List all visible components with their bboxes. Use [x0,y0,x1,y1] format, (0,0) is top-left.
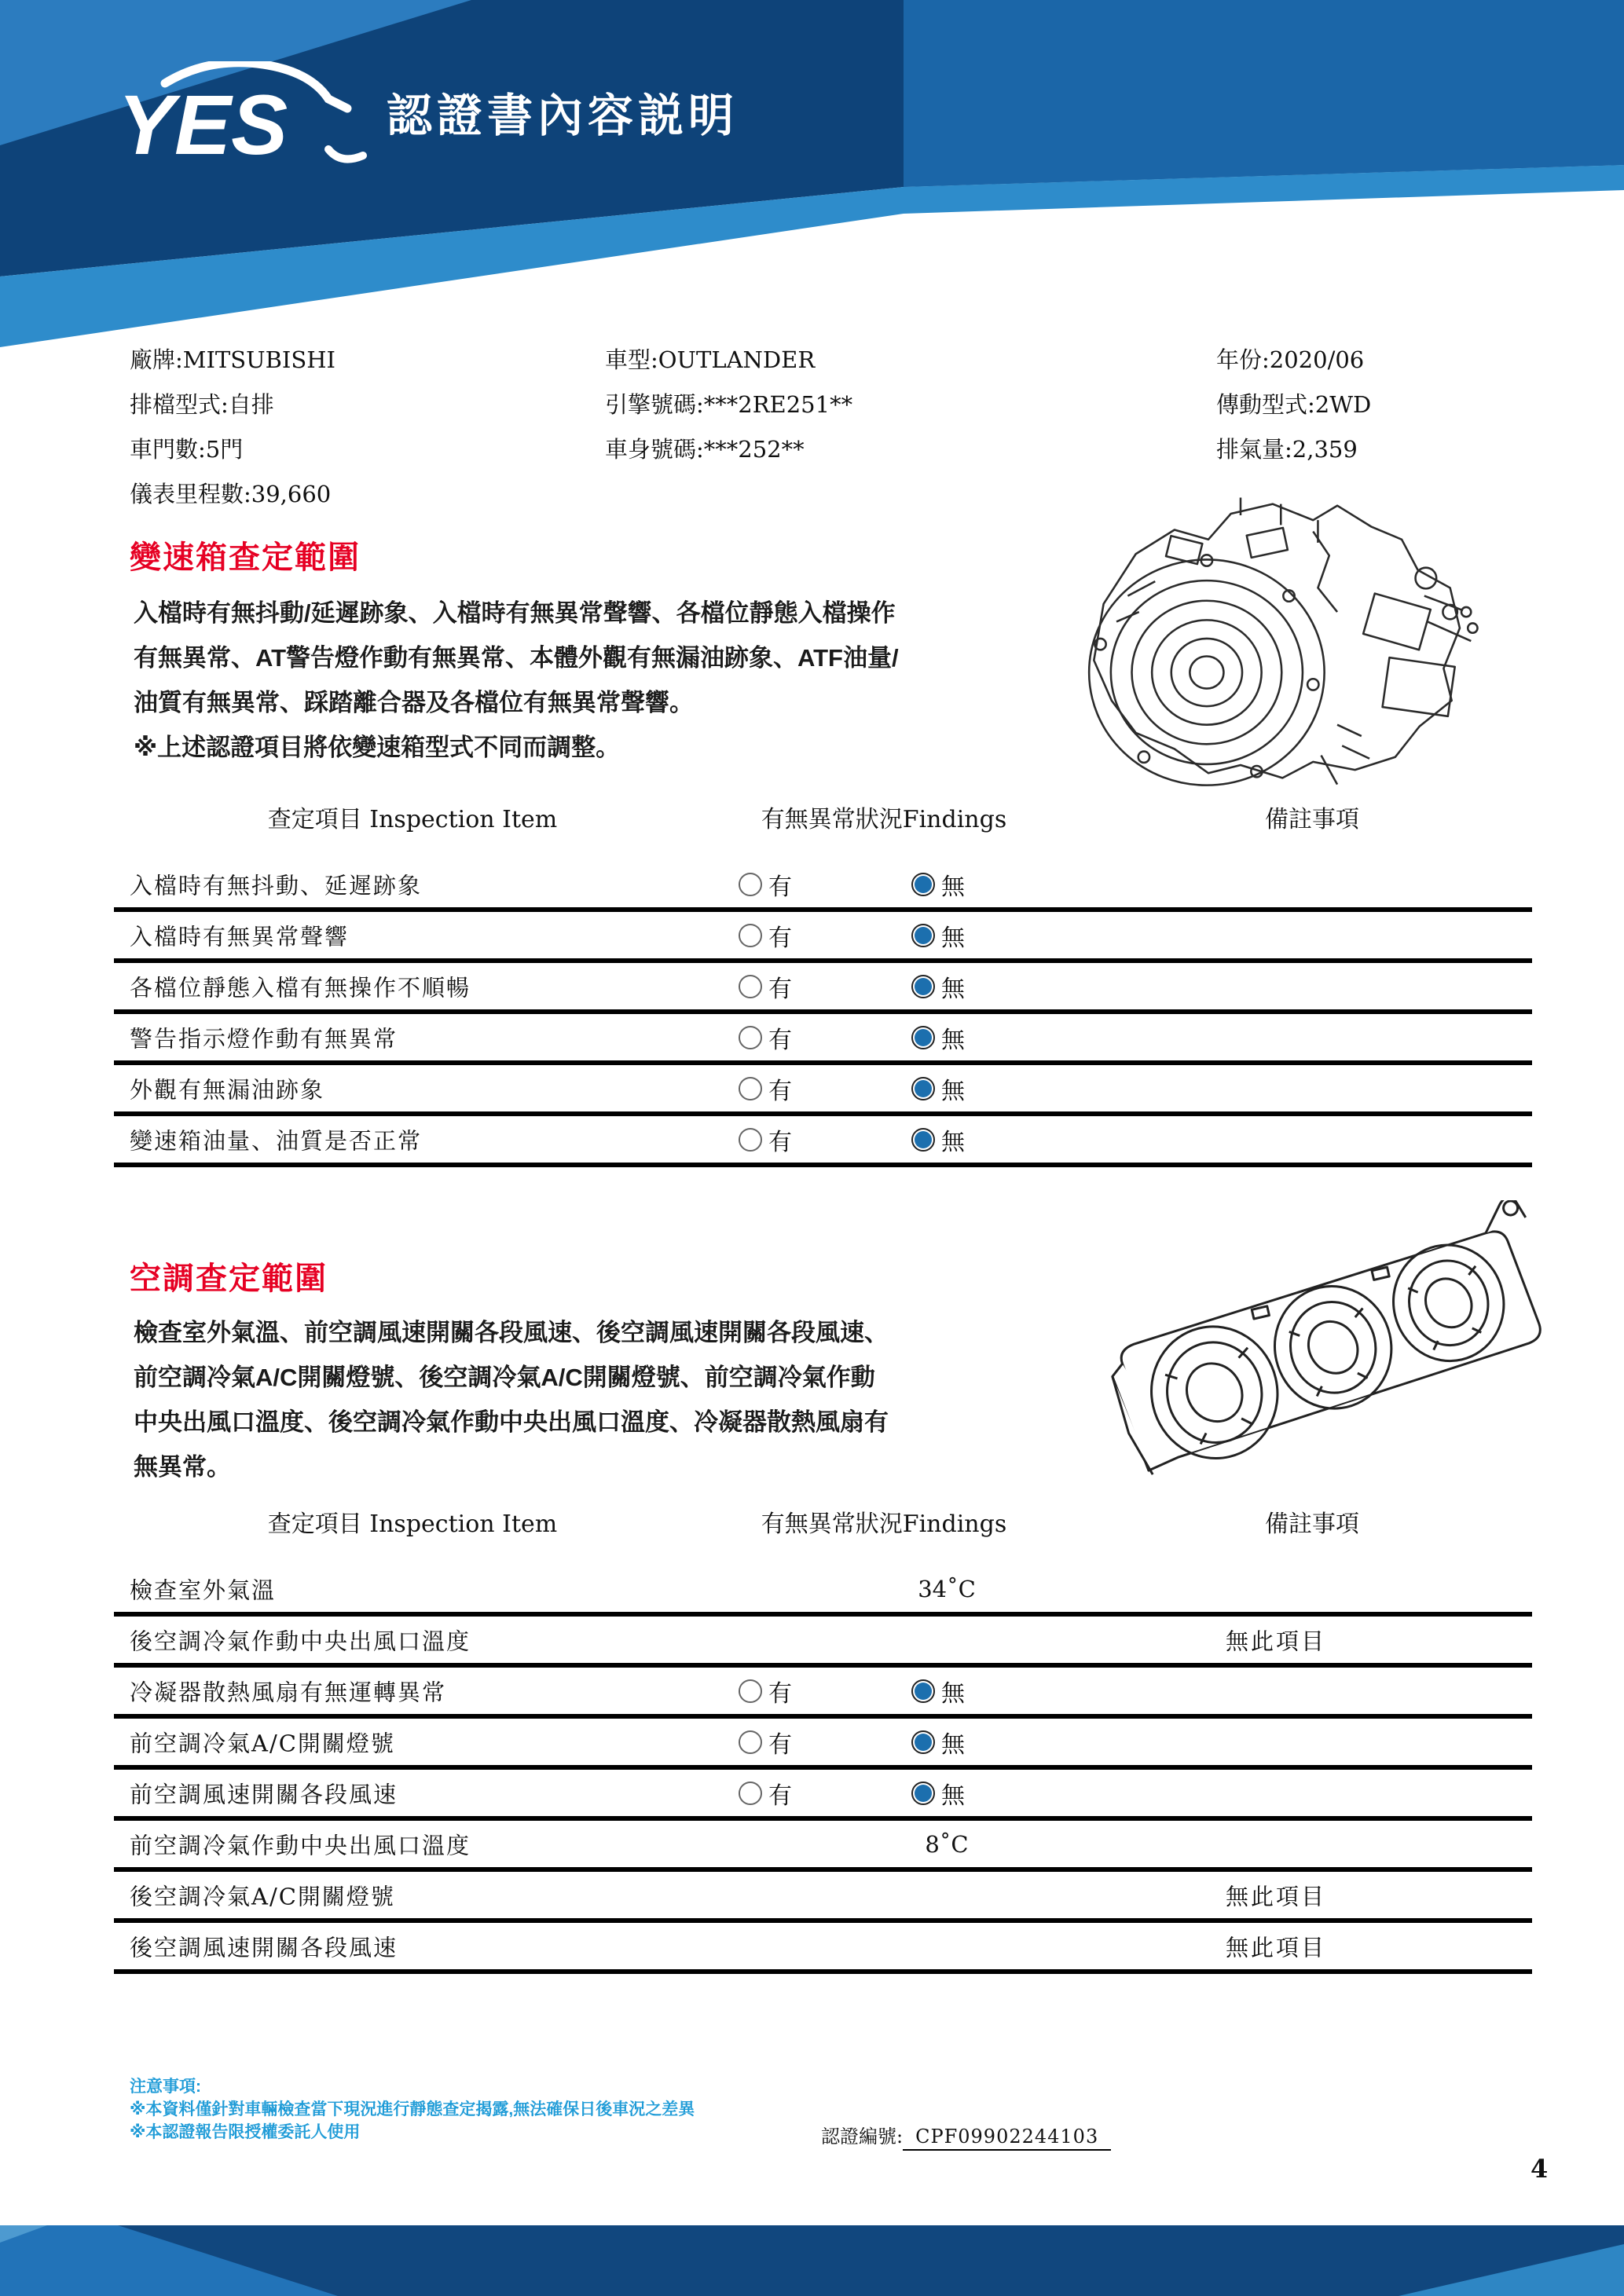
radio-label: 無 [941,1077,965,1105]
section-description-aircon: 檢查室外氣溫、前空調風速開關各段風速、後空調風速開關各段風速、 前空調冷氣A/C開關燈號、後空調冷氣A/C開關燈號、前空調冷氣作動 中央出風口溫度、後空調冷氣作動中央出風口溫度、冷凝器散熱風扇有 無異常。 [134,1319,889,1481]
row-item-label: 前空調冷氣A/C開關燈號 [130,1730,395,1756]
radio-option-no[interactable] [911,1122,965,1157]
vehicle-info-col2 [605,338,852,472]
info-line: 排氣量:2,359 [1216,436,1358,463]
radio-option-no[interactable] [911,1020,965,1055]
finding-value: 8˚C [925,1830,969,1858]
radio-option-yes[interactable] [739,1020,792,1055]
certificate-number-line [821,2121,1111,2151]
radio-selected-icon[interactable] [911,873,935,896]
radio-option-yes[interactable] [739,1122,792,1157]
row-item-label: 變速箱油量、油質是否正常 [130,1127,423,1154]
radio-label: 無 [941,1782,965,1810]
radio-option-no[interactable] [911,1725,965,1760]
transmission-inspection-table [114,792,1532,1167]
table-row [114,912,1532,963]
radio-label: 無 [941,873,965,901]
radio-selected-icon[interactable] [911,924,935,947]
row-item-label: 前空調風速開關各段風速 [130,1781,398,1807]
table-row [114,1617,1532,1668]
radio-label: 有 [768,1026,792,1054]
radio-option-yes[interactable] [739,918,792,953]
radio-label: 有 [768,1730,792,1759]
radio-option-no[interactable] [911,969,965,1004]
table-header-findings: 有無異常狀況Findings [761,806,1007,833]
info-line: 車身號碼:***252** [605,436,805,463]
vehicle-info-col1 [130,338,335,517]
radio-selected-icon[interactable] [911,1782,935,1805]
table-row [114,861,1532,912]
row-item-label: 前空調冷氣作動中央出風口溫度 [130,1832,471,1858]
table-row [114,1923,1532,1974]
section-title-transmission: 變速箱查定範圍 [130,540,361,575]
radio-option-yes[interactable] [739,969,792,1004]
table-header-remarks: 備註事項 [1265,806,1359,833]
info-line: 車型:OUTLANDER [605,346,816,373]
yes-logo [118,61,385,179]
radio-unselected-icon[interactable] [739,1128,762,1152]
aircon-inspection-table [114,1496,1532,1974]
remark-value: 無此項目 [1226,1883,1327,1910]
radio-option-no[interactable] [911,1674,965,1708]
row-item-label: 入檔時有無抖動、延遲跡象 [130,872,423,899]
footer-banner [0,2225,1624,2296]
row-item-label: 冷凝器散熱風扇有無運轉異常 [130,1679,447,1705]
table-row [114,1770,1532,1821]
radio-label: 無 [941,1128,965,1156]
info-line: 引擎號碼:***2RE251** [605,391,853,418]
table-header-row [114,1496,1532,1565]
caution-line: ※本資料僅針對車輛檢查當下現況進行靜態查定揭露,無法確保日後車況之差異 [130,2100,695,2118]
radio-option-yes[interactable] [739,867,792,902]
row-item-label: 入檔時有無異常聲響 [130,923,350,950]
radio-option-yes[interactable] [739,1071,792,1106]
radio-option-no[interactable] [911,1071,965,1106]
table-header-row [114,792,1532,861]
radio-selected-icon[interactable] [911,1026,935,1049]
radio-label: 有 [768,975,792,1003]
info-line: 年份:2020/06 [1216,346,1365,373]
radio-label: 無 [941,924,965,952]
radio-unselected-icon[interactable] [739,873,762,896]
radio-label: 無 [941,1026,965,1054]
table-row [114,1065,1532,1116]
footer-banner-art [0,2225,1624,2296]
radio-unselected-icon[interactable] [739,1782,762,1805]
radio-label: 無 [941,975,965,1003]
radio-selected-icon[interactable] [911,1730,935,1754]
logo-text: YES [118,77,288,172]
radio-unselected-icon[interactable] [739,1026,762,1049]
row-item-label: 外觀有無漏油跡象 [130,1076,325,1103]
table-row [114,963,1532,1014]
row-item-label: 檢查室外氣溫 [130,1576,277,1603]
certificate-number-label: 認證編號: [821,2126,904,2148]
radio-unselected-icon[interactable] [739,924,762,947]
caution-line: ※本認證報告限授權委託人使用 [130,2123,361,2141]
section-title-aircon: 空調查定範圍 [130,1262,328,1296]
certificate-number: CPF09902244103 [903,2126,1111,2151]
radio-selected-icon[interactable] [911,1679,935,1703]
row-item-label: 各檔位靜態入檔有無操作不順暢 [130,974,471,1001]
radio-label: 無 [941,1679,965,1708]
table-row [114,1565,1532,1617]
radio-label: 有 [768,1077,792,1105]
radio-label: 有 [768,1128,792,1156]
radio-label: 無 [941,1730,965,1759]
radio-option-yes[interactable] [739,1674,792,1708]
remark-value: 無此項目 [1226,1628,1327,1654]
table-header-item: 查定項目 Inspection Item [267,806,558,833]
page-title: 認證書內容説明 [387,90,739,141]
table-row [114,1719,1532,1770]
radio-label: 有 [768,1679,792,1708]
ac-control-illustration [1088,1200,1560,1499]
caution-title: 注意事項: [130,2078,201,2096]
table-row [114,1668,1532,1719]
radio-label: 有 [768,1782,792,1810]
caution-notes [130,2075,695,2144]
radio-option-yes[interactable] [739,1776,792,1811]
row-item-label: 後空調冷氣作動中央出風口溫度 [130,1628,471,1654]
radio-label: 有 [768,873,792,901]
table-row [114,1116,1532,1167]
table-row [114,1821,1532,1872]
table-header-item: 查定項目 Inspection Item [267,1511,558,1538]
radio-selected-icon[interactable] [911,975,935,998]
table-row [114,1014,1532,1065]
radio-option-no[interactable] [911,918,965,953]
radio-unselected-icon[interactable] [739,1730,762,1754]
info-line: 廠牌:MITSUBISHI [130,346,335,373]
radio-unselected-icon[interactable] [739,1077,762,1100]
radio-option-no[interactable] [911,867,965,902]
radio-unselected-icon[interactable] [739,975,762,998]
info-line: 車門數:5門 [130,436,244,463]
header-banner [0,0,1624,361]
page-number: 4 [1531,2154,1549,2184]
radio-selected-icon[interactable] [911,1077,935,1100]
info-line: 儀表里程數:39,660 [130,481,332,507]
section-description-transmission: 入檔時有無抖動/延遲跡象、入檔時有無異常聲響、各檔位靜態入檔操作 有無異常、AT警告燈作動有無異常、本體外觀有無漏油跡象、ATF油量/ 油質有無異常、踩踏離合器及各檔位有無異常聲響。 ※上述認證項目將依變速箱型式不同而調整。 [134,599,899,761]
radio-option-yes[interactable] [739,1725,792,1760]
row-item-label: 後空調風速開關各段風速 [130,1934,398,1961]
row-item-label: 後空調冷氣A/C開關燈號 [130,1883,395,1910]
radio-label: 有 [768,924,792,952]
header-banner-art [0,0,1624,361]
finding-value: 34˚C [918,1575,976,1602]
row-item-label: 警告指示燈作動有無異常 [130,1025,398,1052]
remark-value: 無此項目 [1226,1934,1327,1961]
info-line: 傳動型式:2WD [1216,391,1372,418]
table-header-remarks: 備註事項 [1265,1511,1359,1538]
vehicle-info-col3 [1216,338,1371,472]
info-line: 排檔型式:自排 [130,391,274,418]
radio-option-no[interactable] [911,1776,965,1811]
radio-selected-icon[interactable] [911,1128,935,1152]
table-header-findings: 有無異常狀況Findings [761,1511,1007,1538]
table-row [114,1872,1532,1923]
transmission-illustration [1045,483,1501,797]
radio-unselected-icon[interactable] [739,1679,762,1703]
